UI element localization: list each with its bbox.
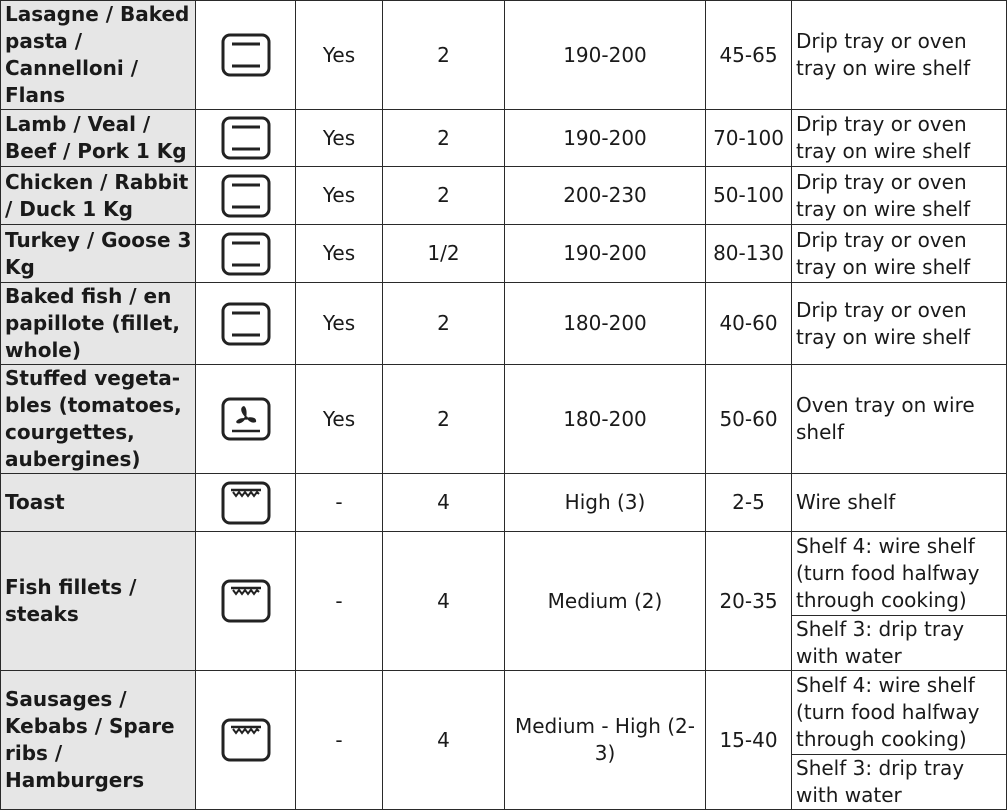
table-row [1,283,1007,365]
time-cell: 80-130 [706,225,792,283]
preheat-cell: Yes [296,365,383,474]
shelf-cell: 4 [383,474,505,532]
accessories-cell: Drip tray or oven tray on wire shelf [792,1,1007,110]
accessories-cell: Oven tray on wire shelf [792,365,1007,474]
food-cell: Stuffed vegeta-bles (tomatoes, courgettes, aubergines) [1,365,196,474]
accessories-cell: Drip tray or oven tray on wire shelf [792,225,1007,283]
table-row [1,671,1007,755]
preheat-cell: Yes [296,283,383,365]
cooking-mode-cell [196,1,296,110]
cooking-mode-cell [196,167,296,225]
temperature-cell: 200-230 [505,167,706,225]
temperature-cell: High (3) [505,474,706,532]
cooking-mode-cell [196,225,296,283]
accessories-cell: Wire shelf [792,474,1007,532]
time-cell: 15-40 [706,671,792,810]
food-cell: Lamb / Veal / Beef / Pork 1 Kg [1,110,196,167]
cooking-mode-cell [196,671,296,810]
temperature-cell: 180-200 [505,365,706,474]
preheat-cell: Yes [296,1,383,110]
cooking-mode-cell [196,532,296,671]
preheat-cell: - [296,532,383,671]
shelf-cell: 1/2 [383,225,505,283]
food-cell: Chicken / Rabbit / Duck 1 Kg [1,167,196,225]
grill-icon [221,579,271,623]
time-cell: 70-100 [706,110,792,167]
cooking-mode-cell [196,474,296,532]
food-cell: Lasagne / Baked pasta / Cannelloni / Flans [1,1,196,110]
table-row [1,474,1007,532]
food-cell: Toast [1,474,196,532]
top-bottom-heat-icon [221,116,271,160]
food-cell: Fish fillets / steaks [1,532,196,671]
food-cell: Sausages / Kebabs / Spare ribs / Hamburgers [1,671,196,810]
fan-icon [221,397,271,441]
accessories-cell: Drip tray or oven tray on wire shelf [792,110,1007,167]
temperature-cell: Medium - High (2-3) [505,671,706,810]
shelf-cell: 4 [383,671,505,810]
shelf-cell: 4 [383,532,505,671]
temperature-cell: 190-200 [505,225,706,283]
cooking-mode-cell [196,365,296,474]
time-cell: 40-60 [706,283,792,365]
shelf-cell: 2 [383,167,505,225]
preheat-cell: - [296,671,383,810]
top-bottom-heat-icon [221,302,271,346]
top-bottom-heat-icon [221,174,271,218]
cooking-mode-cell [196,110,296,167]
table-row [1,532,1007,616]
temperature-cell: 180-200 [505,283,706,365]
shelf-cell: 2 [383,110,505,167]
top-bottom-heat-icon [221,232,271,276]
table-row [1,365,1007,474]
accessories-cell-secondary: Shelf 3: drip tray with water [792,755,1007,810]
time-cell: 50-60 [706,365,792,474]
table-row [1,1,1007,110]
accessories-cell: Drip tray or oven tray on wire shelf [792,283,1007,365]
shelf-cell: 2 [383,283,505,365]
food-cell: Baked fish / en papillote (fillet, whole) [1,283,196,365]
accessories-cell-secondary: Shelf 3: drip tray with water [792,616,1007,671]
cooking-mode-cell [196,283,296,365]
preheat-cell: Yes [296,167,383,225]
grill-icon [221,481,271,525]
shelf-cell: 2 [383,1,505,110]
preheat-cell: Yes [296,110,383,167]
temperature-cell: 190-200 [505,110,706,167]
table-row [1,167,1007,225]
food-cell: Turkey / Goose 3 Kg [1,225,196,283]
accessories-cell: Shelf 4: wire shelf (turn food halfway through cooking) [792,532,1007,616]
time-cell: 20-35 [706,532,792,671]
grill-icon [221,718,271,762]
time-cell: 50-100 [706,167,792,225]
shelf-cell: 2 [383,365,505,474]
preheat-cell: - [296,474,383,532]
accessories-cell: Shelf 4: wire shelf (turn food halfway through cooking) [792,671,1007,755]
top-bottom-heat-icon [221,33,271,77]
table-row [1,110,1007,167]
preheat-cell: Yes [296,225,383,283]
time-cell: 2-5 [706,474,792,532]
accessories-cell: Drip tray or oven tray on wire shelf [792,167,1007,225]
temperature-cell: Medium (2) [505,532,706,671]
time-cell: 45-65 [706,1,792,110]
temperature-cell: 190-200 [505,1,706,110]
table-row [1,225,1007,283]
